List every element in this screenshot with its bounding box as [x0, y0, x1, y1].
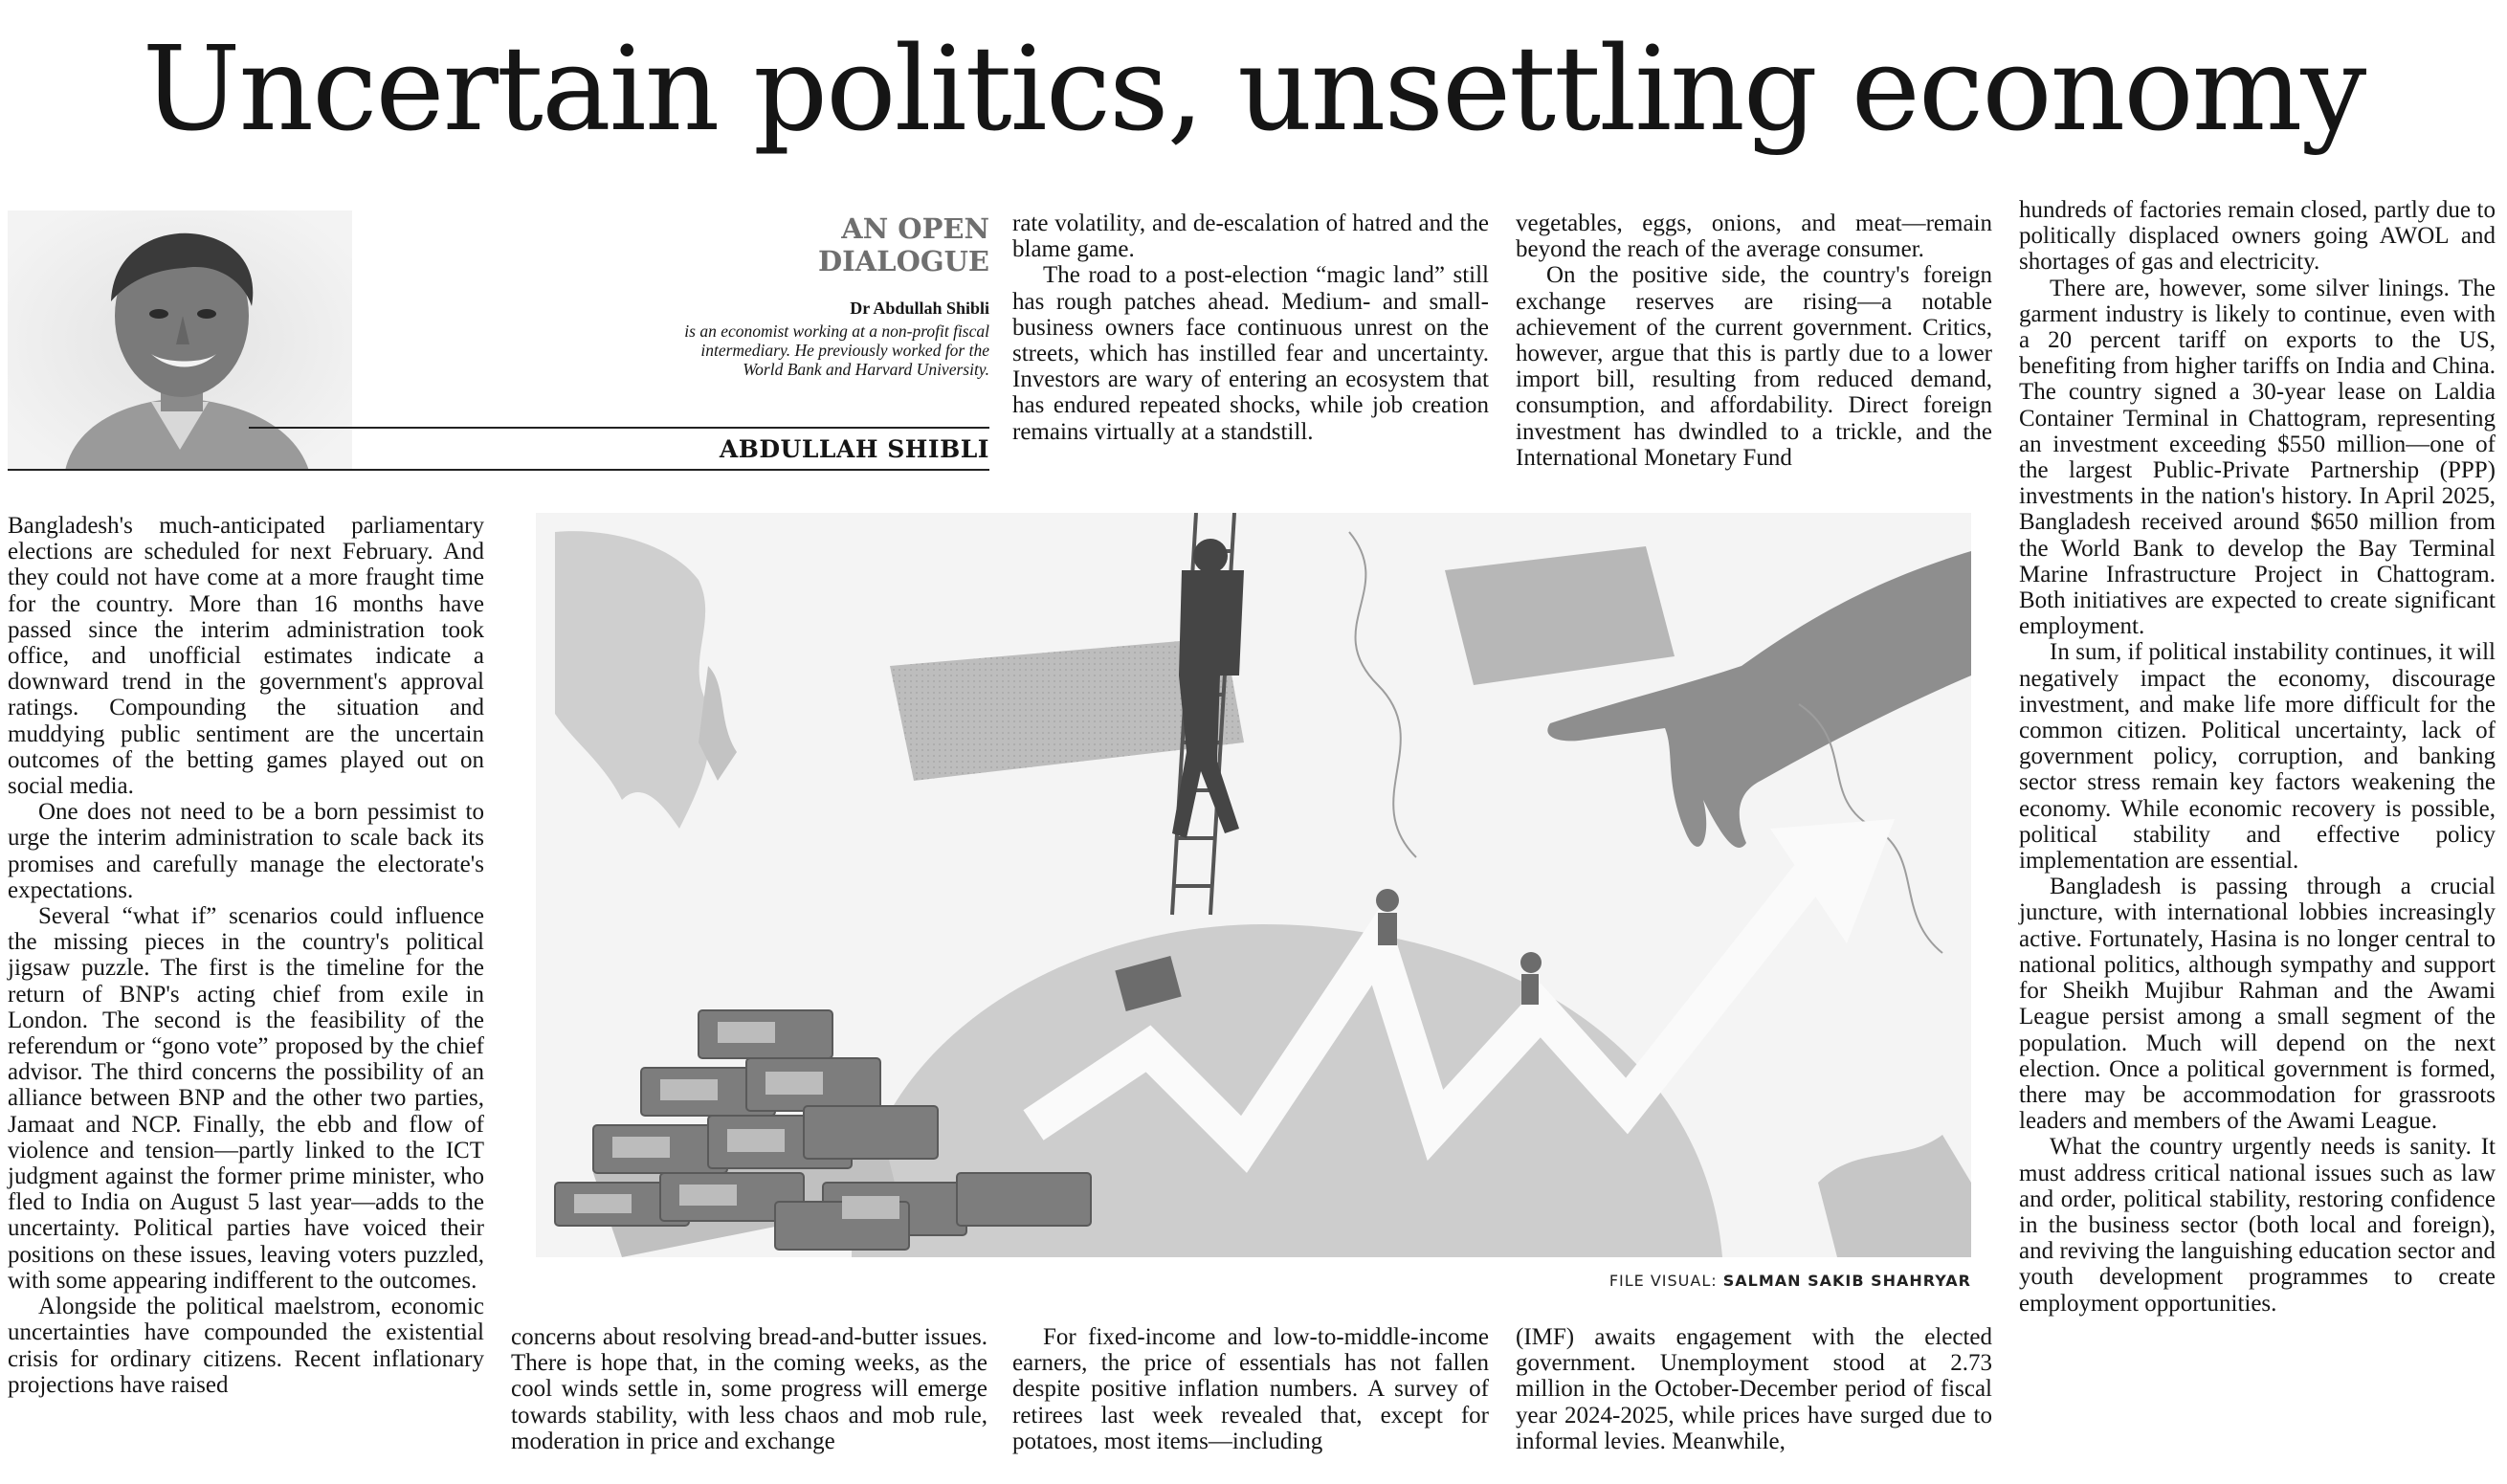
paragraph: concerns about resolving bread-and-butter issues. There is hope that, in the coming weeks, as the cool winds settle in, some progress will emerge towards stability, with less chaos and mob rule, moderation in price and exchange — [511, 1324, 987, 1454]
illustration — [536, 513, 1971, 1257]
author-bio-line: is an economist working at a non-profit fiscal — [684, 321, 989, 341]
column-2-bottom — [511, 1324, 987, 1454]
section-kicker — [765, 212, 989, 277]
paragraph: (IMF) awaits engagement with the elected government. Unemployment stood at 2.73 million in the October-December period of fiscal year 2024-2025, while prices have surged due to informal levies. Meanwhile, — [1516, 1324, 1992, 1454]
byline-rule — [249, 427, 989, 429]
paragraph: rate volatility, and de-escalation of hatred and the blame game. — [1012, 210, 1489, 263]
paragraph: Bangladesh is passing through a crucial juncture, with international lobbies increasingly active. Fortunately, Hasina is no longer central to national politics, although sympathy and support for Sheikh Mujibur Rahman and the Awami League persist among a small segment of the population. Much will depend on the next election. Once a political government is formed, there may be accommodation for grassroots leaders and members of the Awami League. — [2019, 874, 2496, 1135]
column-1 — [8, 513, 484, 1398]
paragraph: On the positive side, the country's foreign exchange reserves are rising—a notable achievement of the current government. Critics, however, argue that this is partly due to a lower import bill, resulting from reduced demand, consumption, and affordability. Direct foreign investment has dwindled to a trickle, and the International Monetary Fund — [1516, 262, 1992, 471]
paragraph: vegetables, eggs, onions, and meat—remain beyond the reach of the average consumer. — [1516, 210, 1992, 263]
author-bio-line: World Bank and Harvard University. — [743, 360, 989, 379]
image-credit-name: SALMAN SAKIB SHAHRYAR — [1722, 1272, 1971, 1290]
header-rule — [8, 469, 989, 471]
kicker-line-1: AN OPEN — [841, 212, 989, 245]
paragraph: For fixed-income and low-to-middle-income earners, the price of essentials has not fallen despite positive inflation numbers. A survey of retirees last week revealed that, except for potatoes, most items—including — [1012, 1324, 1489, 1454]
byline: ABDULLAH SHIBLI — [719, 435, 989, 463]
column-3-top — [1516, 210, 1992, 471]
column-4-bottom — [1516, 1324, 1992, 1454]
author-name: Dr Abdullah Shibli — [850, 299, 989, 318]
paragraph: The road to a post-election “magic land” still has rough patches ahead. Medium- and small-business owners face continuous unrest on the streets, which has instilled fear and uncertainty. Investors are wary of entering an ecosystem that has endured repeated shocks, while job creation remains virtually at a standstill. — [1012, 262, 1489, 445]
paragraph: There are, however, some silver linings. The garment industry is likely to continue, even with a 20 percent tariff on exports to the US, benefiting from higher tariffs on India and China. The country signed a 30-year lease on Laldia Container Terminal in Chattogram, representing an investment exceeding $550 million—one of the largest Public-Private Partnership (PPP) investments in the nation's history. In April 2025, Bangladesh received around $650 million from the World Bank to develop the Bay Terminal Marine Infrastructure Project in Chattogram. Both initiatives are expected to create significant employment. — [2019, 275, 2496, 640]
paragraph: One does not need to be a born pessimist to urge the interim administration to scale back its promises and carefully manage the electorate's expectations. — [8, 799, 484, 903]
image-credit — [1244, 1272, 1971, 1290]
author-photo — [8, 210, 352, 471]
column-2-top — [1012, 210, 1489, 445]
paragraph: In sum, if political instability continues, it will negatively impact the economy, discourage investment, and make life more difficult for the common citizen. Political uncertainty, lack of government policy, corruption, and banking sector stress remain key factors weakening the economy. While economic recovery is possible, political stability and effective policy implementation are essential. — [2019, 639, 2496, 875]
paragraph: Alongside the political maelstrom, economic uncertainties have compounded the existential crisis for ordinary citizens. Recent inflationary projections have raised — [8, 1294, 484, 1398]
column-4 — [2019, 197, 2496, 1317]
image-credit-prefix: FILE VISUAL: — [1608, 1272, 1718, 1290]
headline: Uncertain politics, unsettling economy — [142, 21, 2365, 157]
paragraph: Bangladesh's much-anticipated parliamentary elections are scheduled for next February. And they could not have come at a more fraught time for the country. More than 16 months have passed since the interim administration took office, and unofficial estimates indicate a downward trend in the government's approval ratings. Compounding the situation and muddying public sentiment are the uncertain outcomes of the betting games played out on social media. — [8, 513, 484, 800]
column-3-bottom — [1012, 1324, 1489, 1454]
paragraph: Several “what if” scenarios could influence the missing pieces in the country's political jigsaw puzzle. The first is the timeline for the return of BNP's acting chief from exile in London. The second is the feasibility of the referendum or “gono vote” proposed by the chief advisor. The third concerns the possibility of an alliance between BNP and the other two parties, Jamaat and NCP. Finally, the ebb and flow of violence and tension—partly linked to the ICT judgment against the former prime minister, who fled to India on August 5 last year—adds to the uncertainty. Political parties have voiced their positions on these issues, leaving voters puzzled, with some appearing indifferent to the outcomes. — [8, 903, 484, 1294]
kicker-line-2: DIALOGUE — [817, 245, 989, 277]
author-bio-line: intermediary. He previously worked for the — [700, 341, 989, 360]
paragraph: hundreds of factories remain closed, partly due to politically displaced owners going AWOL and shortages of gas and electricity. — [2019, 197, 2496, 276]
author-bio — [536, 321, 989, 379]
paragraph: What the country urgently needs is sanity. It must address critical national issues such as law and order, political stability, restoring confidence in the business sector (both local and foreign), and reviving the languishing education sector and youth development programmes to create employment opportunities. — [2019, 1134, 2496, 1317]
